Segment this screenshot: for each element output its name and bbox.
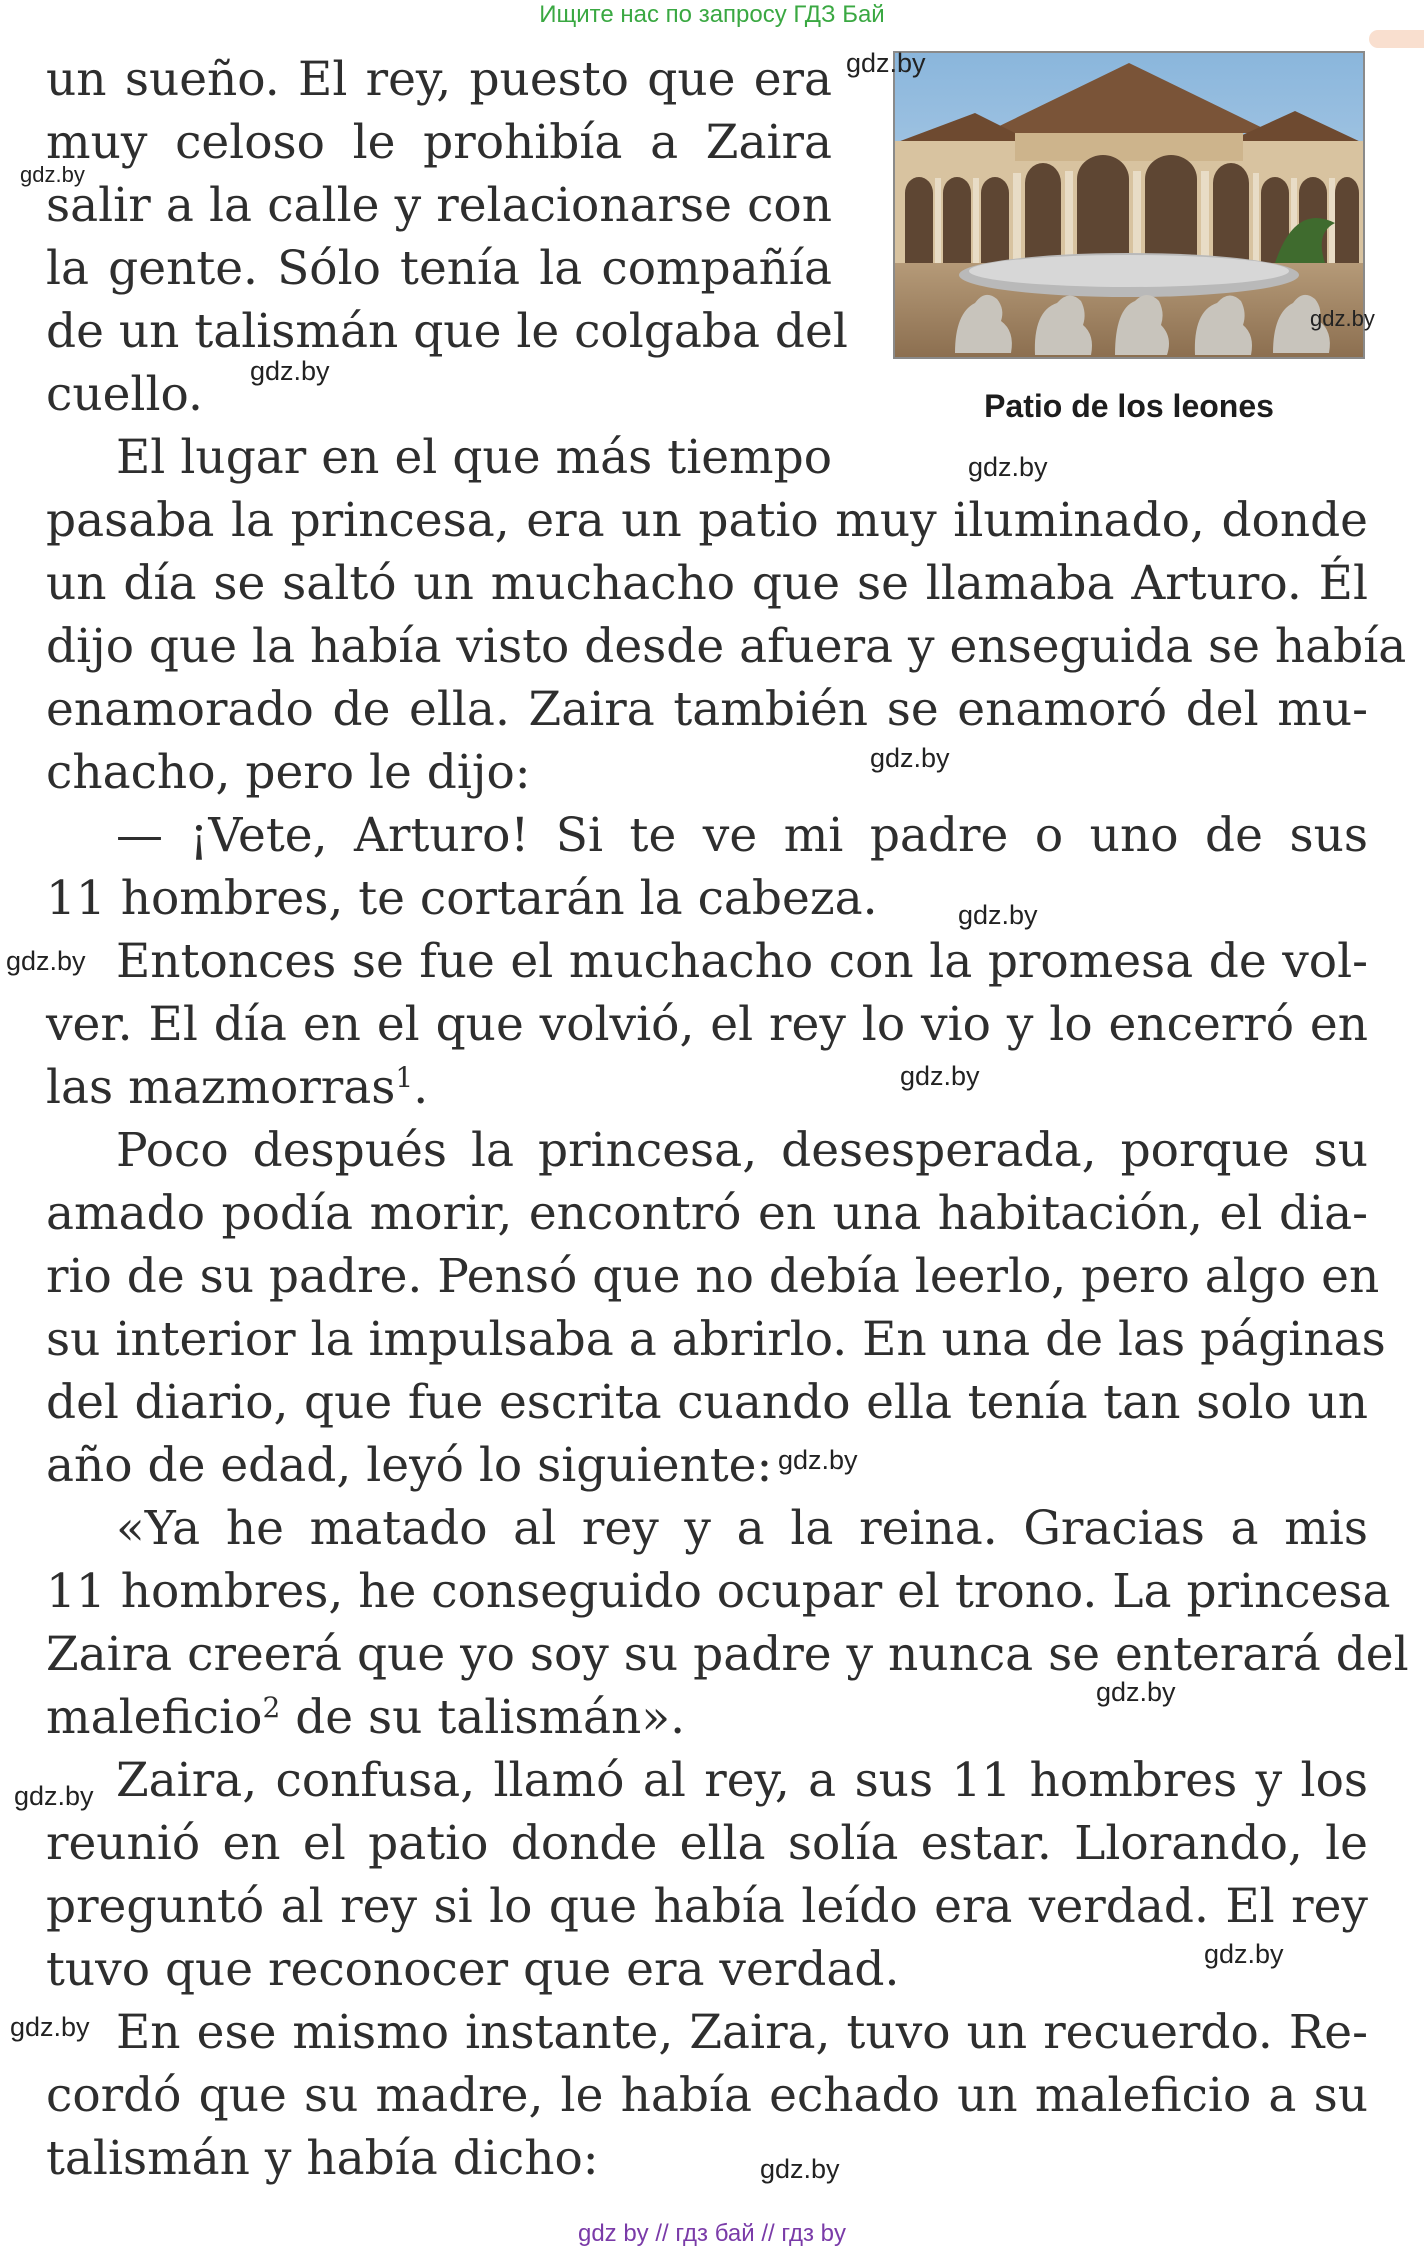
text-line: preguntó al rey si lo que había leído era verdad. El rey (46, 1879, 1368, 1934)
text-line: tuvo que reconocer que era verdad. (46, 1942, 900, 1997)
text-line: año de edad, leyó lo siguiente: (46, 1438, 773, 1493)
watermark: gdz.by (778, 1445, 858, 1475)
text-line: ver. El día en el que volvió, el rey lo vio y lo encerró en (46, 997, 1368, 1052)
watermark: gdz.by (6, 946, 86, 976)
text-line: Zaira creerá que yo soy su padre y nunca se enterará del (46, 1627, 1409, 1682)
text-line: — ¡Vete, Arturo! Si te ve mi padre o uno de sus (116, 808, 1368, 863)
watermark: gdz.by (14, 1781, 94, 1811)
footnote-marker: 1 (395, 1061, 414, 1094)
text-line: la gente. Sólo tenía la compañía (46, 241, 832, 296)
watermark: gdz.by (250, 356, 330, 386)
text-line: 11 hombres, te cortarán la cabeza. (46, 871, 878, 926)
text-line: Entonces se fue el muchacho con la promesa de vol- (116, 934, 1368, 989)
text-line: del diario, que fue escrita cuando ella tenía tan solo un (46, 1375, 1368, 1430)
watermark: gdz.by (958, 900, 1038, 930)
text-segment: maleficio (46, 1690, 263, 1745)
text-line: chacho, pero le dijo: (46, 745, 531, 800)
text-line: 11 hombres, he conseguido ocupar el trono. La princesa (46, 1564, 1391, 1619)
text-line: En ese mismo instante, Zaira, tuvo un recuerdo. Re- (116, 2005, 1368, 2060)
watermark: gdz.by (870, 743, 950, 773)
text-line: salir a la calle y relacionarse con (46, 178, 832, 233)
text-segment: las mazmorras (46, 1060, 396, 1115)
patio-de-los-leones-illustration (895, 53, 1363, 357)
text-line (46, 1056, 428, 1119)
text-line: «Ya he matado al rey y a la reina. Gracias a mis (116, 1501, 1368, 1556)
watermark: gdz.by (1310, 306, 1375, 331)
text-line: talismán y había dicho: (46, 2131, 599, 2186)
text-line: rio de su padre. Pensó que no debía leerlo, pero algo en (46, 1249, 1380, 1304)
text-line: un sueño. El rey, puesto que era (46, 52, 832, 107)
text-line (46, 1686, 685, 1749)
footer-links[interactable]: gdz by // гдз бай // гдз by (577, 2220, 847, 2247)
watermark: gdz.by (846, 48, 926, 78)
text-line: pasaba la princesa, era un patio muy iluminado, donde (46, 493, 1368, 548)
text-line: El lugar en el que más tiempo (116, 430, 832, 485)
photo-caption: Patio de los leones (984, 388, 1274, 424)
text-line: Zaira, confusa, llamó al rey, a sus 11 hombres y los (116, 1753, 1368, 1808)
text-line: dijo que la había visto desde afuera y enseguida se había (46, 619, 1407, 674)
watermark: gdz.by (1096, 1677, 1176, 1707)
patio-photo (893, 51, 1365, 359)
text-line: enamorado de ella. Zaira también se enamoró del mu- (46, 682, 1368, 737)
search-banner[interactable]: Ищите нас по запросу ГДЗ Бай (539, 1, 885, 28)
watermark: gdz.by (20, 162, 85, 187)
watermark: gdz.by (10, 2012, 90, 2042)
text-line: su interior la impulsaba a abrirlo. En una de las páginas (46, 1312, 1386, 1367)
text-line: un día se saltó un muchacho que se llamaba Arturo. Él (46, 556, 1368, 611)
text-line: reunió en el patio donde ella solía estar. Llorando, le (46, 1816, 1368, 1871)
page-corner-tab (1369, 30, 1424, 48)
watermark: gdz.by (900, 1061, 980, 1091)
text-line: muy celoso le prohibía a Zaira (46, 115, 832, 170)
text-segment: de su talismán». (280, 1690, 686, 1745)
text-line: Poco después la princesa, desesperada, porque su (116, 1123, 1368, 1178)
watermark: gdz.by (760, 2154, 840, 2184)
text-line: amado podía morir, encontró en una habitación, el dia- (46, 1186, 1368, 1241)
text-line: de un talismán que le colgaba del (46, 304, 848, 359)
watermark: gdz.by (1204, 1939, 1284, 1969)
footnote-marker: 2 (262, 1691, 281, 1724)
text-segment: . (413, 1060, 429, 1115)
text-line: cuello. (46, 367, 203, 422)
watermark: gdz.by (968, 452, 1048, 482)
text-line: cordó que su madre, le había echado un maleficio a su (46, 2068, 1368, 2123)
